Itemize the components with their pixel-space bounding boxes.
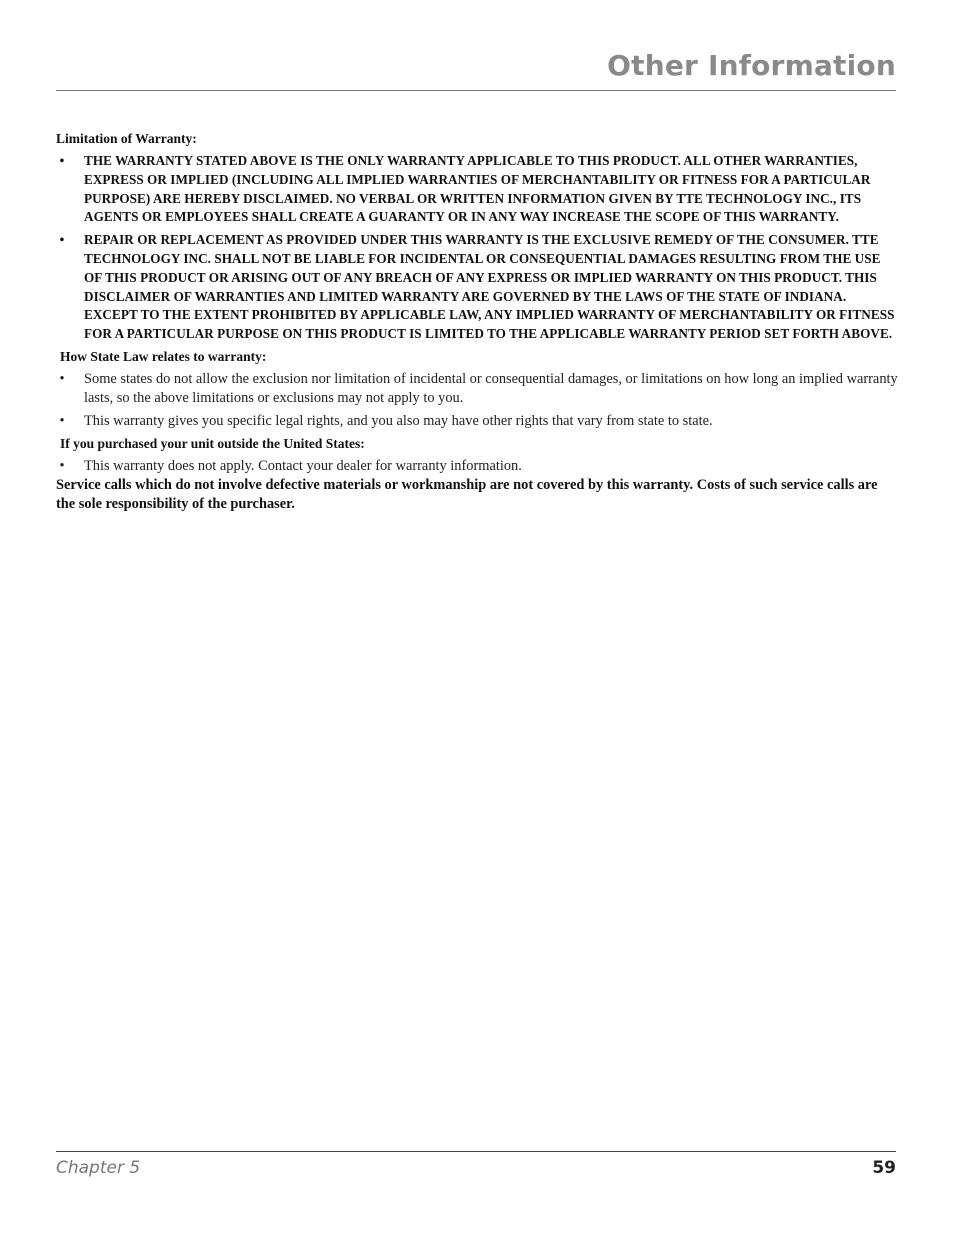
bullet-icon: • xyxy=(59,457,65,474)
service-calls-notice: Service calls which do not involve defective materials or workmanship are not covered by this warranty. Costs of such service calls are the sole responsibility of the purchaser. xyxy=(56,476,878,513)
section-heading: If you purchased your unit outside the United States: xyxy=(60,435,365,451)
list-item xyxy=(56,370,898,408)
page-title: Other Information xyxy=(607,49,896,82)
bullet-icon: • xyxy=(59,370,65,387)
list-item-text: REPAIR OR REPLACEMENT AS PROVIDED UNDER THIS WARRANTY IS THE EXCLUSIVE REMEDY OF THE CONSUMER. TTE TECHNOLOGY INC. SHALL NOT BE LIABLE FOR INCIDENTAL OR CONSEQUENTIAL DAMAGES RESULTING FROM THE USE OF THIS PRODUCT OR ARISING OUT OF ANY BREACH OF ANY EXPRESS OR IMPLIED WARRANTY ON THIS PRODUCT. THIS DISCLAIMER OF WARRANTIES AND LIMITED WARRANTY ARE GOVERNED BY THE LAWS OF THE STATE OF INDIANA. EXCEPT TO THE EXTENT PROHIBITED BY APPLICABLE LAW, ANY IMPLIED WARRANTY OF MERCHANTABILITY OR FITNESS FOR A PARTICULAR PURPOSE ON THIS PRODUCT IS LIMITED TO THE APPLICABLE WARRANTY PERIOD SET FORTH ABOVE. xyxy=(84,232,895,342)
list-item-text: Some states do not allow the exclusion nor limitation of incidental or consequential damages, or limitations on how long an implied warranty lasts, so the above limitations or exclusions may not apply to you. xyxy=(84,370,898,406)
chapter-label: Chapter 5 xyxy=(56,1158,141,1178)
outside-us-list xyxy=(56,457,898,476)
section-heading: How State Law relates to warranty: xyxy=(60,348,267,364)
list-item xyxy=(56,412,898,431)
state-law-list xyxy=(56,370,898,431)
list-item xyxy=(56,152,898,227)
list-item xyxy=(56,231,898,344)
limitation-list xyxy=(56,152,898,344)
page-footer xyxy=(56,1151,896,1182)
bullet-icon: • xyxy=(59,153,65,168)
main-content xyxy=(56,130,898,515)
list-item xyxy=(56,457,898,476)
state-law-section xyxy=(56,348,898,431)
list-item-text: THE WARRANTY STATED ABOVE IS THE ONLY WARRANTY APPLICABLE TO THIS PRODUCT. ALL OTHER WARRANTIES, EXPRESS OR IMPLIED (INCLUDING ALL IMPLIED WARRANTIES OF MERCHANTABILITY OR FITNESS FOR A PARTICULAR PURPOSE) ARE HEREBY DISCLAIMED. NO VERBAL OR WRITTEN INFORMATION GIVEN BY TTE TECHNOLOGY INC., ITS AGENTS OR EMPLOYEES SHALL CREATE A GUARANTY OR IN ANY WAY INCREASE THE SCOPE OF THIS WARRANTY. xyxy=(84,153,871,225)
section-heading: Limitation of Warranty: xyxy=(56,131,197,146)
list-item-text: This warranty does not apply. Contact your dealer for warranty information. xyxy=(84,457,522,474)
bullet-icon: • xyxy=(59,232,65,248)
page-number: 59 xyxy=(872,1158,896,1178)
limitation-of-warranty-section xyxy=(56,130,898,344)
page-header xyxy=(56,48,896,91)
outside-us-section xyxy=(56,435,898,476)
bullet-icon: • xyxy=(59,412,65,429)
list-item-text: This warranty gives you specific legal rights, and you also may have other rights that vary from state to state. xyxy=(84,412,713,429)
